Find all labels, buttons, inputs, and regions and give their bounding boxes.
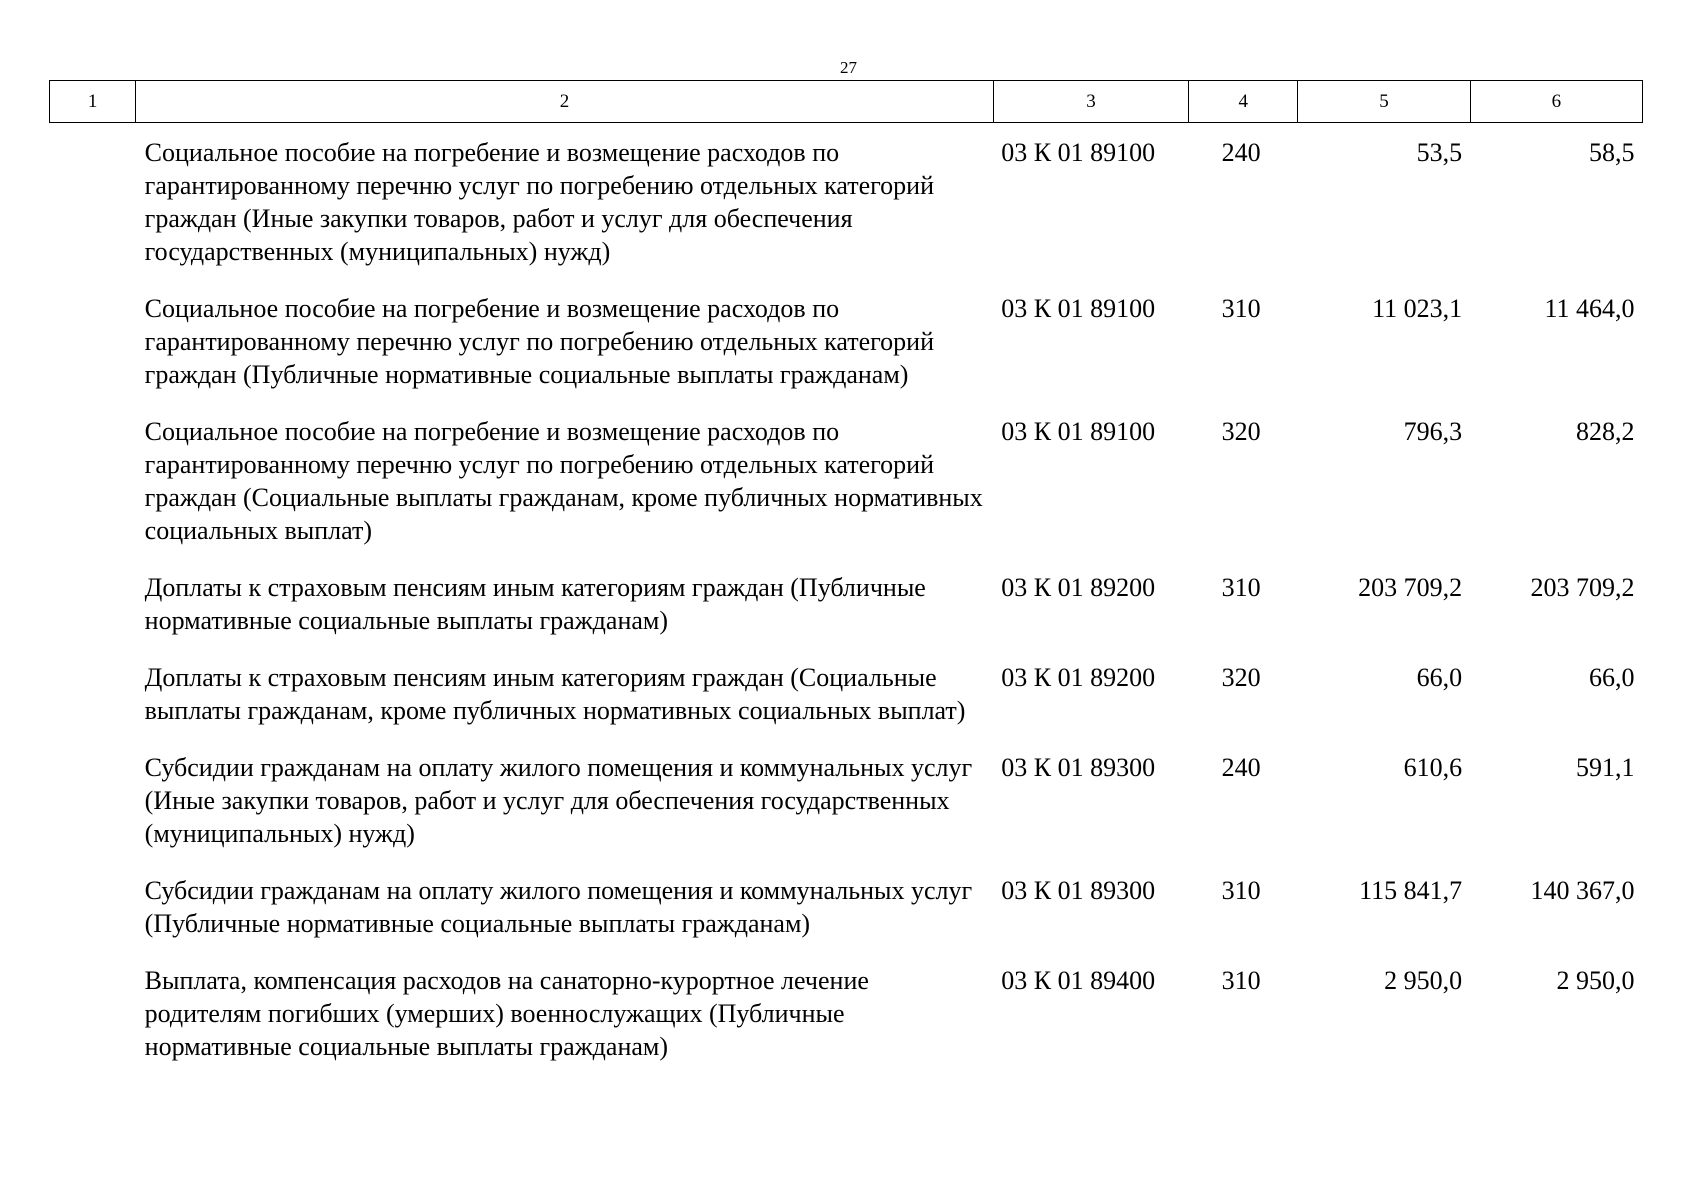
type-cell: 310 xyxy=(1221,294,1261,323)
value1-cell: 115 841,7 xyxy=(1359,876,1463,905)
code-cell: 03 К 01 89200 xyxy=(1001,663,1156,692)
type-cell: 310 xyxy=(1221,966,1261,995)
table-row xyxy=(50,652,1643,742)
row-number-cell xyxy=(50,123,136,284)
description-cell: Субсидии гражданам на оплату жилого помещения и коммунальных услуг (Иные закупки товаров, работ и услуг для обеспечения государственных (муниципальных) нужд) xyxy=(144,753,973,848)
budget-table xyxy=(49,80,1643,1078)
description-cell: Доплаты к страховым пенсиям иным категориям граждан (Публичные нормативные социальные выплаты гражданам) xyxy=(144,573,926,635)
page-number: 27 xyxy=(840,58,857,77)
table-row xyxy=(50,283,1643,406)
code-cell: 03 К 01 89300 xyxy=(1001,876,1156,905)
value1-cell: 53,5 xyxy=(1416,138,1463,167)
table-row xyxy=(50,865,1643,955)
row-number-cell xyxy=(50,742,136,865)
value2-cell: 828,2 xyxy=(1576,417,1635,446)
code-cell: 03 К 01 89100 xyxy=(1001,138,1156,167)
type-cell: 320 xyxy=(1221,417,1261,446)
value1-cell: 610,6 xyxy=(1403,753,1463,782)
column-header-2: 2 xyxy=(136,81,994,123)
header-row xyxy=(50,81,1643,123)
value2-cell: 66,0 xyxy=(1589,663,1635,692)
value1-cell: 66,0 xyxy=(1416,663,1463,692)
row-number-cell xyxy=(50,865,136,955)
column-header-4: 4 xyxy=(1189,81,1298,123)
description-cell: Социальное пособие на погребение и возмещение расходов по гарантированному перечню услуг по погребению отдельных категорий граждан (Иные закупки товаров, работ и услуг для обеспечения государственных (муниципальных) нужд) xyxy=(144,138,935,266)
row-number-cell xyxy=(50,406,136,562)
code-cell: 03 К 01 89100 xyxy=(1001,294,1156,323)
description-cell: Выплата, компенсация расходов на санаторно-курортное лечение родителям погибших (умерших) военнослужащих (Публичные нормативные социальные выплаты гражданам) xyxy=(144,966,869,1061)
column-header-3: 3 xyxy=(993,81,1188,123)
column-header-5: 5 xyxy=(1298,81,1470,123)
table-row xyxy=(50,123,1643,284)
description-cell: Доплаты к страховым пенсиям иным категориям граждан (Социальные выплаты гражданам, кроме публичных нормативных социальных выплат) xyxy=(144,663,966,725)
description-cell: Социальное пособие на погребение и возмещение расходов по гарантированному перечню услуг по погребению отдельных категорий граждан (Публичные нормативные социальные выплаты гражданам) xyxy=(144,294,935,389)
value1-cell: 11 023,1 xyxy=(1372,294,1463,323)
table-body xyxy=(50,123,1643,1079)
type-cell: 310 xyxy=(1221,876,1261,905)
row-number-cell xyxy=(50,283,136,406)
value1-cell: 203 709,2 xyxy=(1358,573,1463,602)
row-number-cell xyxy=(50,955,136,1078)
type-cell: 310 xyxy=(1221,573,1261,602)
type-cell: 320 xyxy=(1221,663,1261,692)
column-header-1: 1 xyxy=(50,81,136,123)
description-cell: Социальное пособие на погребение и возмещение расходов по гарантированному перечню услуг по погребению отдельных категорий граждан (Социальные выплаты гражданам, кроме публичных нормативных социальных выплат) xyxy=(144,417,983,545)
value2-cell: 203 709,2 xyxy=(1530,573,1635,602)
value1-cell: 796,3 xyxy=(1403,417,1463,446)
value2-cell: 591,1 xyxy=(1576,753,1635,782)
row-number-cell xyxy=(50,562,136,652)
value2-cell: 11 464,0 xyxy=(1544,294,1635,323)
type-cell: 240 xyxy=(1221,753,1261,782)
value2-cell: 2 950,0 xyxy=(1556,966,1635,995)
table-row xyxy=(50,562,1643,652)
row-number-cell xyxy=(50,652,136,742)
value1-cell: 2 950,0 xyxy=(1384,966,1463,995)
table-header xyxy=(50,81,1643,123)
table-row xyxy=(50,406,1643,562)
code-cell: 03 К 01 89400 xyxy=(1001,966,1156,995)
table-row xyxy=(50,955,1643,1078)
value2-cell: 58,5 xyxy=(1589,138,1635,167)
description-cell: Субсидии гражданам на оплату жилого помещения и коммунальных услуг (Публичные нормативные социальные выплаты гражданам) xyxy=(144,876,973,938)
column-header-6: 6 xyxy=(1470,81,1642,123)
code-cell: 03 К 01 89200 xyxy=(1001,573,1156,602)
code-cell: 03 К 01 89100 xyxy=(1001,417,1156,446)
code-cell: 03 К 01 89300 xyxy=(1001,753,1156,782)
value2-cell: 140 367,0 xyxy=(1530,876,1635,905)
table-row xyxy=(50,742,1643,865)
type-cell: 240 xyxy=(1221,138,1261,167)
